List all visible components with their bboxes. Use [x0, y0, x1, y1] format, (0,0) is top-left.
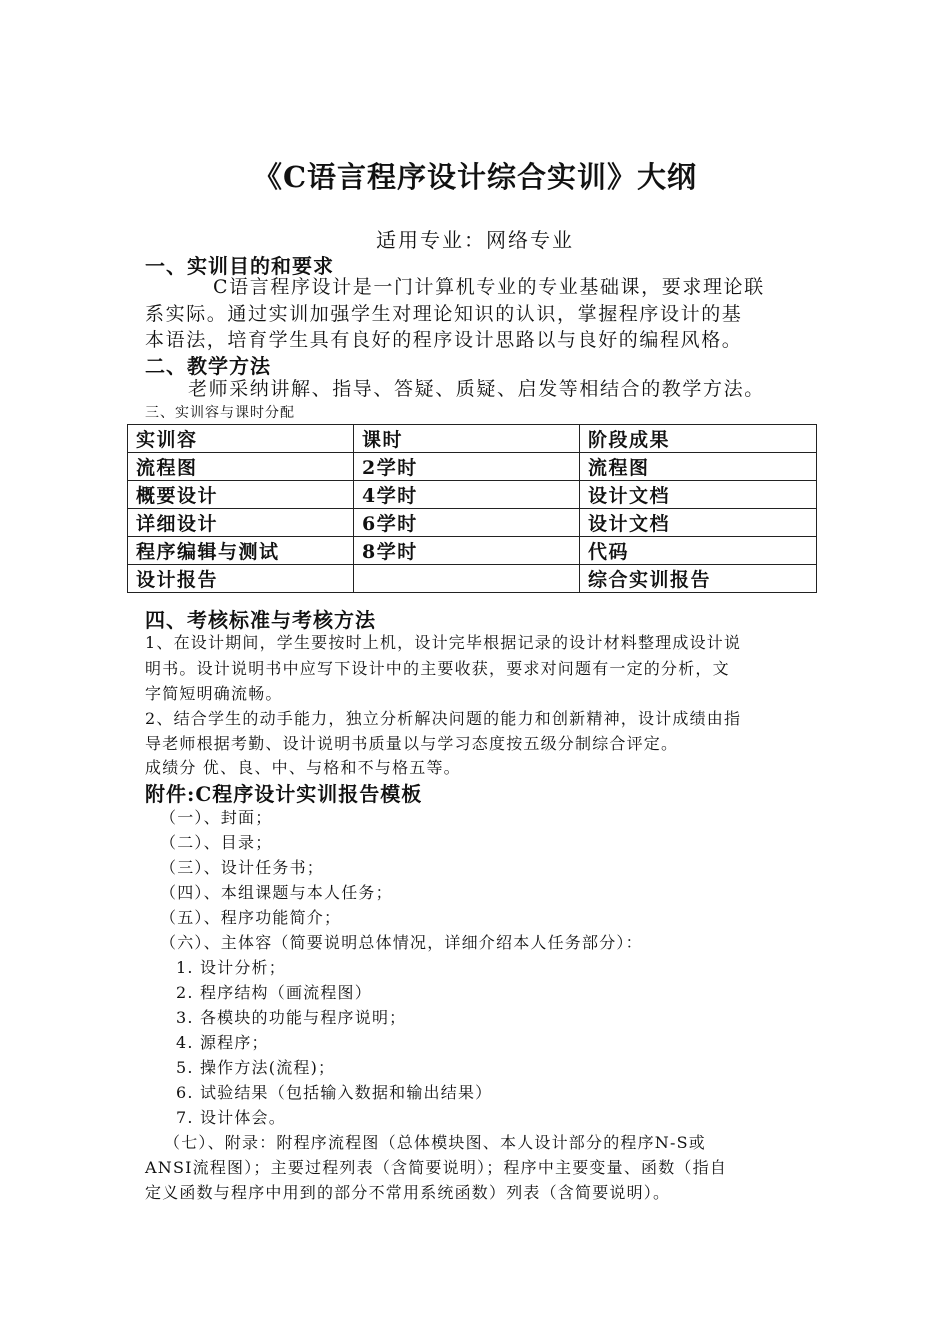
table-cell: 详细设计: [128, 509, 354, 537]
table-cell: 8学时: [354, 537, 580, 565]
section4-line-2: 明书。设计说明书中应写下设计中的主要收获，要求对问题有一定的分析，文: [145, 659, 730, 678]
table-cell: 4学时: [354, 481, 580, 509]
table-cell: 流程图: [580, 453, 817, 481]
table-cell: 综合实训报告: [580, 565, 817, 593]
table-cell: 设计文档: [580, 481, 817, 509]
section4-line-4: 2、结合学生的动手能力，独立分析解决问题的能力和创新精神，设计成绩由指: [145, 709, 742, 728]
table-cell: 设计文档: [580, 509, 817, 537]
document-title: 《C语言程序设计综合实训》大纲: [252, 160, 698, 194]
section1-line-2: 系实际。通过实训加强学生对理论知识的认识，掌握程序设计的基: [145, 303, 743, 325]
table-cell: 代码: [580, 537, 817, 565]
section1-heading: 一、实训目的和要求: [145, 254, 334, 278]
section1-line-3: 本语法，培育学生具有良好的程序设计思路以与良好的编程风格。: [145, 329, 743, 351]
appendix-subitem: 2. 程序结构（画流程图）: [176, 983, 372, 1002]
table-row: [128, 481, 817, 509]
table-cell: 程序编辑与测试: [128, 537, 354, 565]
applicable-major: 适用专业：网络专业: [376, 228, 574, 252]
section3-heading: 三、实训容与课时分配: [145, 405, 295, 421]
appendix-item: （一）、封面；: [160, 808, 273, 827]
appendix-subitem: 5. 操作方法(流程)；: [176, 1058, 336, 1077]
appendix-item: （四）、本组课题与本人任务；: [160, 883, 393, 902]
table-cell: 流程图: [128, 453, 354, 481]
appendix-last-line-1: （七）、附录：附程序流程图（总体模块图、本人设计部分的程序N-S或: [164, 1133, 706, 1152]
section2-text: 老师采纳讲解、指导、答疑、质疑、启发等相结合的教学方法。: [188, 378, 765, 400]
header-cell-content: 实训容: [128, 425, 354, 453]
table-row: [128, 509, 817, 537]
section4-line-3: 字简短明确流畅。: [145, 684, 283, 703]
appendix-subitem: 4. 源程序；: [176, 1033, 269, 1052]
schedule-table: [127, 424, 817, 593]
appendix-heading: 附件:C程序设计实训报告模板: [145, 782, 423, 806]
table-row: [128, 537, 817, 565]
header-cell-result: 阶段成果: [580, 425, 817, 453]
appendix-subitem: 7. 设计体会。: [176, 1108, 286, 1127]
appendix-subitem: 1. 设计分析；: [176, 958, 286, 977]
table-row: [128, 565, 817, 593]
appendix-last-line-3: 定义函数与程序中用到的部分不常用系统函数）列表（含简要说明）。: [145, 1183, 671, 1202]
table-row: [128, 453, 817, 481]
appendix-subitem: 3. 各模块的功能与程序说明；: [176, 1008, 407, 1027]
appendix-item: （三）、设计任务书；: [160, 858, 325, 877]
section4-heading: 四、考核标准与考核方法: [145, 608, 376, 632]
appendix-item: （六）、主体容（简要说明总体情况，详细介绍本人任务部分）：: [160, 933, 643, 952]
section4-line-1: 1、在设计期间，学生要按时上机，设计完毕根据记录的设计材料整理成设计说: [145, 633, 742, 652]
section2-heading: 二、教学方法: [145, 354, 271, 378]
appendix-last-line-2: ANSI流程图）；主要过程列表（含简要说明）；程序中主要变量、函数（指自: [145, 1158, 728, 1177]
section4-line-5: 导老师根据考勤、设计说明书质量以与学习态度按五级分制综合评定。: [145, 734, 679, 753]
table-cell: 设计报告: [128, 565, 354, 593]
section1-line-1: C语言程序设计是一门计算机专业的专业基础课，要求理论联: [213, 276, 765, 298]
appendix-subitem: 6. 试验结果（包括输入数据和输出结果）: [176, 1083, 493, 1102]
table-cell: [354, 565, 580, 593]
appendix-item: （二）、目录；: [160, 833, 273, 852]
table-cell: 概要设计: [128, 481, 354, 509]
table-cell: 6学时: [354, 509, 580, 537]
table-header-row: [128, 425, 817, 453]
section4-line-6: 成绩分 优、良、中、与格和不与格五等。: [145, 758, 461, 777]
appendix-item: （五）、程序功能简介；: [160, 908, 342, 927]
table-cell: 2学时: [354, 453, 580, 481]
header-cell-hours: 课时: [354, 425, 580, 453]
